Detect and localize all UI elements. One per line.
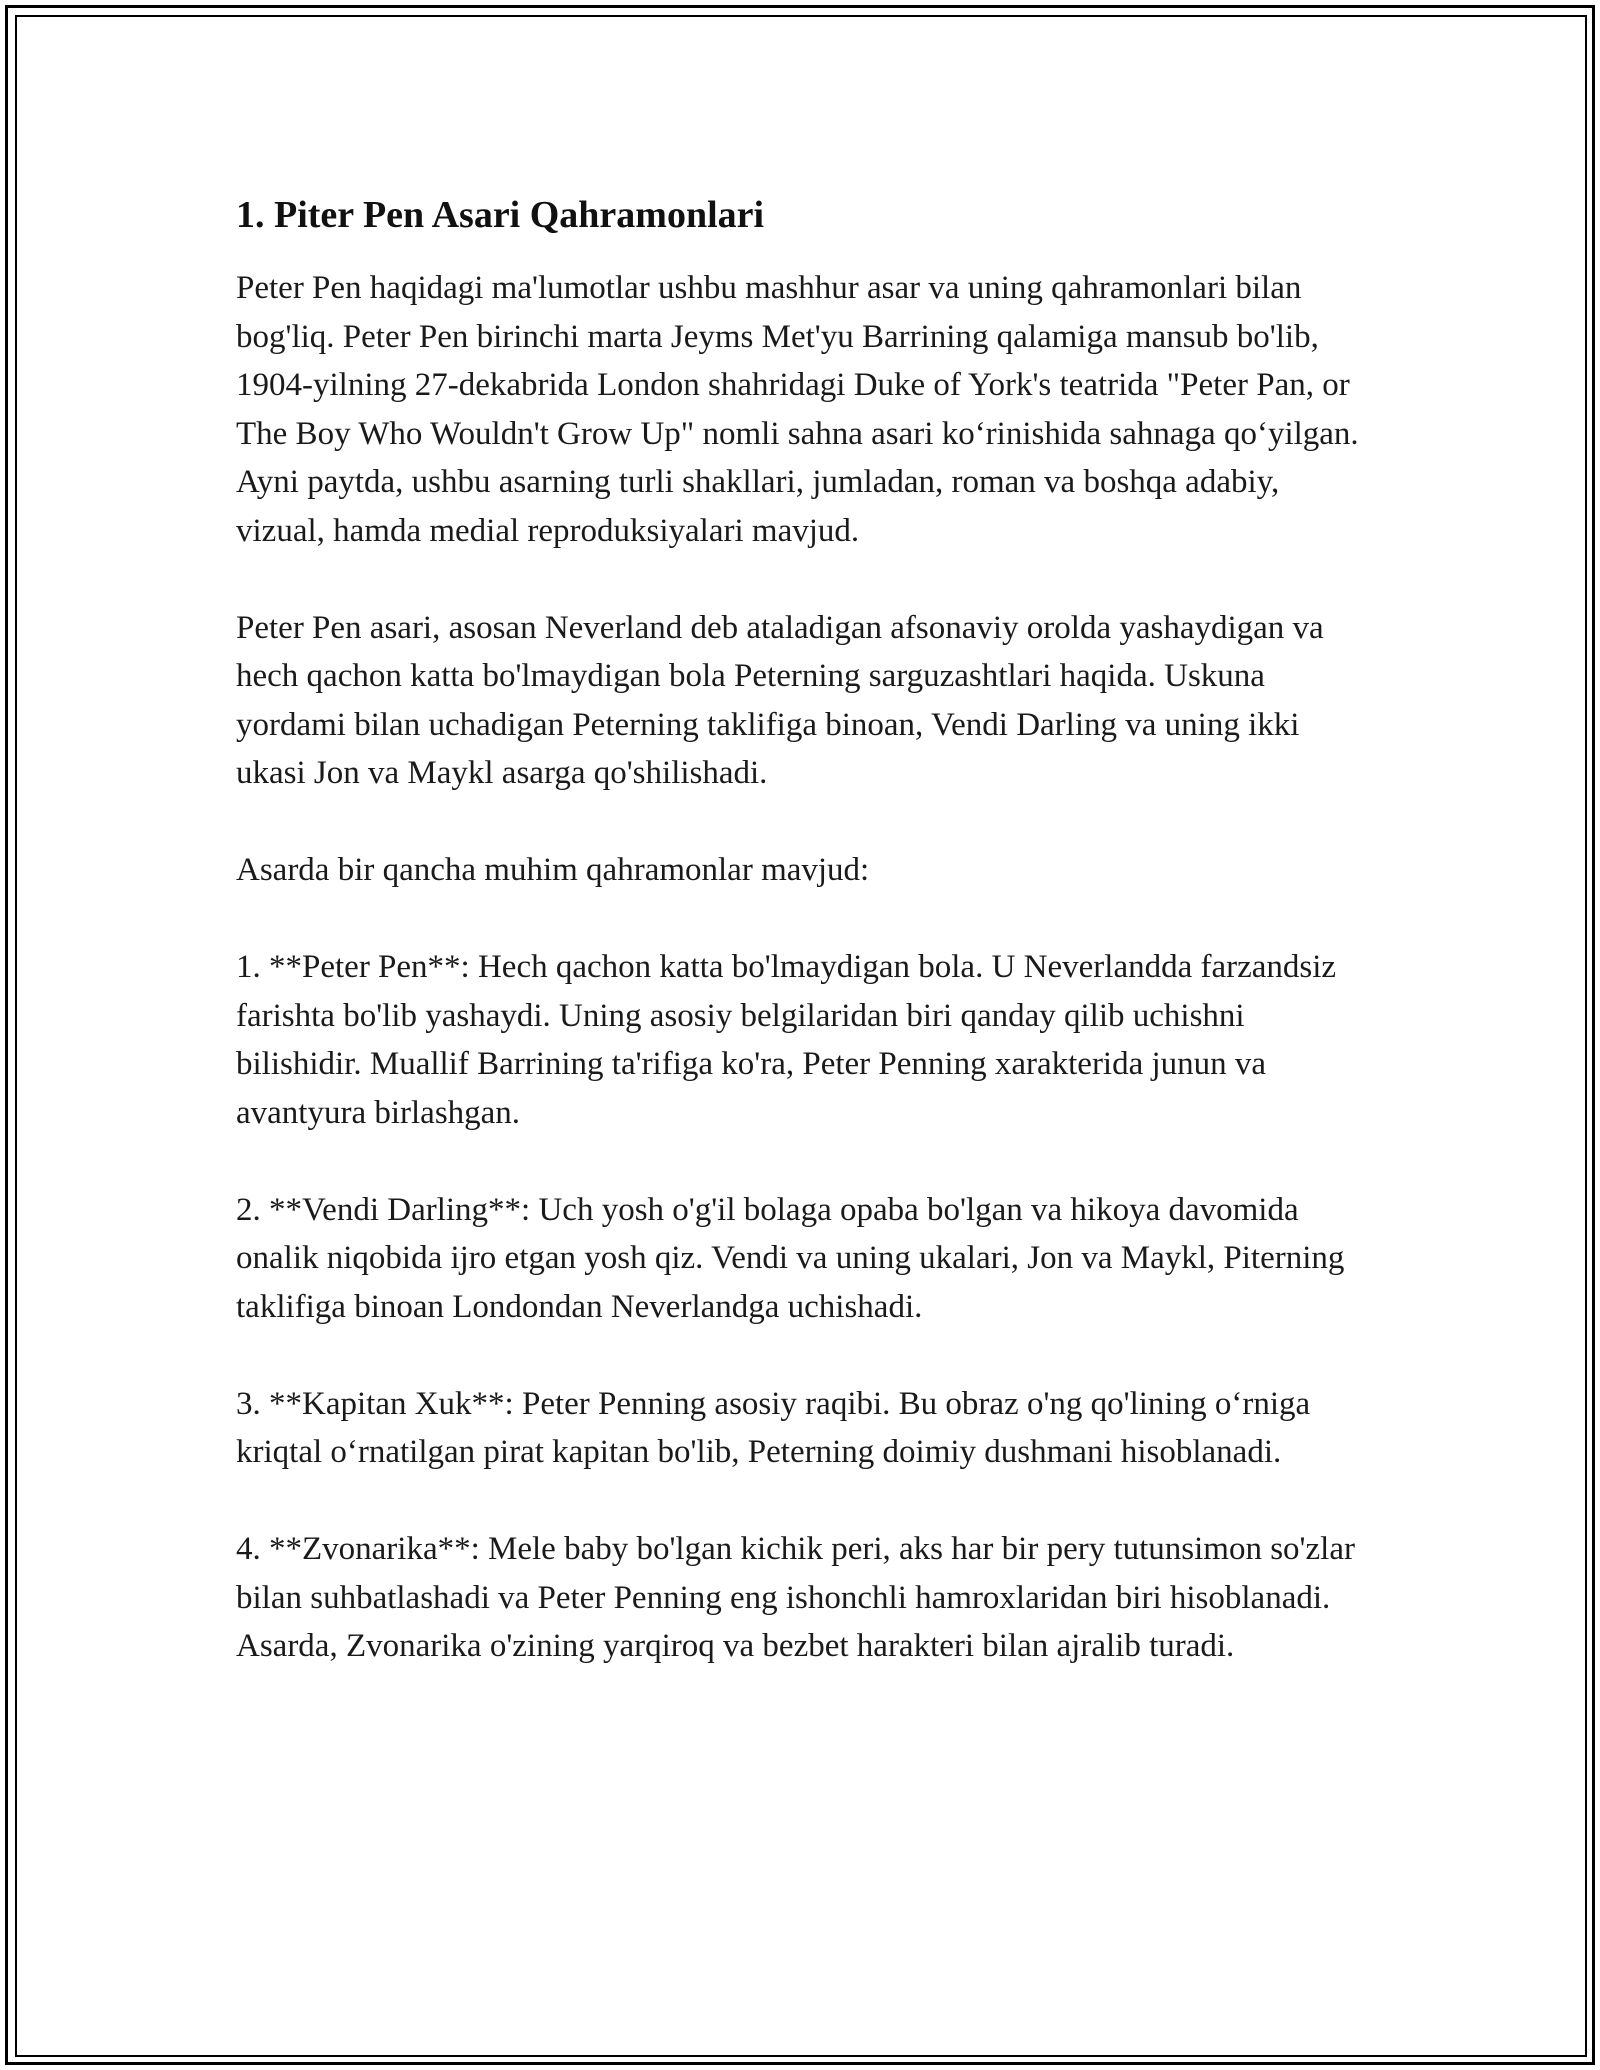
- document-body: [236, 186, 1376, 1719]
- list-item-kapitan-xuk: 3. **Kapitan Xuk**: Peter Penning asosiy raqibi. Bu obraz o'ng qo'lining oʻrniga kriqtal oʻrnatilgan pirat kapitan bo'lib, Peterning doimiy dushmani hisoblanadi.: [236, 1385, 1311, 1470]
- document-title: 1. Piter Pen Asari Qahramonlari: [236, 194, 765, 236]
- list-item-zvonarika: 4. **Zvonarika**: Mele baby bo'lgan kichik peri, aks har bir pery tutunsimon so'zlar bilan suhbatlashadi va Peter Penning eng ishonchli hamroxlaridan biri hisoblanadi. Asarda, Zvonarika o'zining yarqiroq va bezbet harakteri bilan ajralib turadi.: [236, 1531, 1355, 1664]
- paragraph-characters-lead: Asarda bir qancha muhim qahramonlar mavjud:: [236, 852, 870, 888]
- paragraph-plot: Peter Pen asari, asosan Neverland deb ataladigan afsonaviy orolda yashaydigan va hech qachon katta bo'lmaydigan bola Peterning sarguzashtlari haqida. Uskuna yordami bilan uchadigan Peterning taklifiga binoan, Vendi Darling va uning ikki ukasi Jon va Maykl asarga qo'shilishadi.: [236, 609, 1324, 791]
- list-item-peter-pen: 1. **Peter Pen**: Hech qachon katta bo'lmaydigan bola. U Neverlandda farzandsiz farishta bo'lib yashaydi. Uning asosiy belgilaridan biri qanday qilib uchishni bilishidir. Muallif Barrining ta'rifiga ko'ra, Peter Penning xarakterida junun va avantyura birlashgan.: [236, 949, 1337, 1131]
- list-item-vendi-darling: 2. **Vendi Darling**: Uch yosh o'g'il bolaga opaba bo'lgan va hikoya davomida onalik niqobida ijro etgan yosh qiz. Vendi va uning ukalari, Jon va Maykl, Piterning taklifiga binoan Londondan Neverlandga uchishadi.: [236, 1191, 1345, 1325]
- paragraph-intro: Peter Pen haqidagi ma'lumotlar ushbu mashhur asar va uning qahramonlari bilan bog'liq. Peter Pen birinchi marta Jeyms Met'yu Barrining qalamiga mansub bo'lib, 1904-yilning 27-dekabrida London shahridagi Duke of York's teatrida "Peter Pan, or The Boy Who Wouldn't Grow Up" nomli sahna asari koʻrinishida sahnaga qoʻyilgan. Ayni paytda, ushbu asarning turli shakllari, jumladan, roman va boshqa adabiy, vizual, hamda medial reproduksiyalari mavjud.: [236, 270, 1359, 549]
